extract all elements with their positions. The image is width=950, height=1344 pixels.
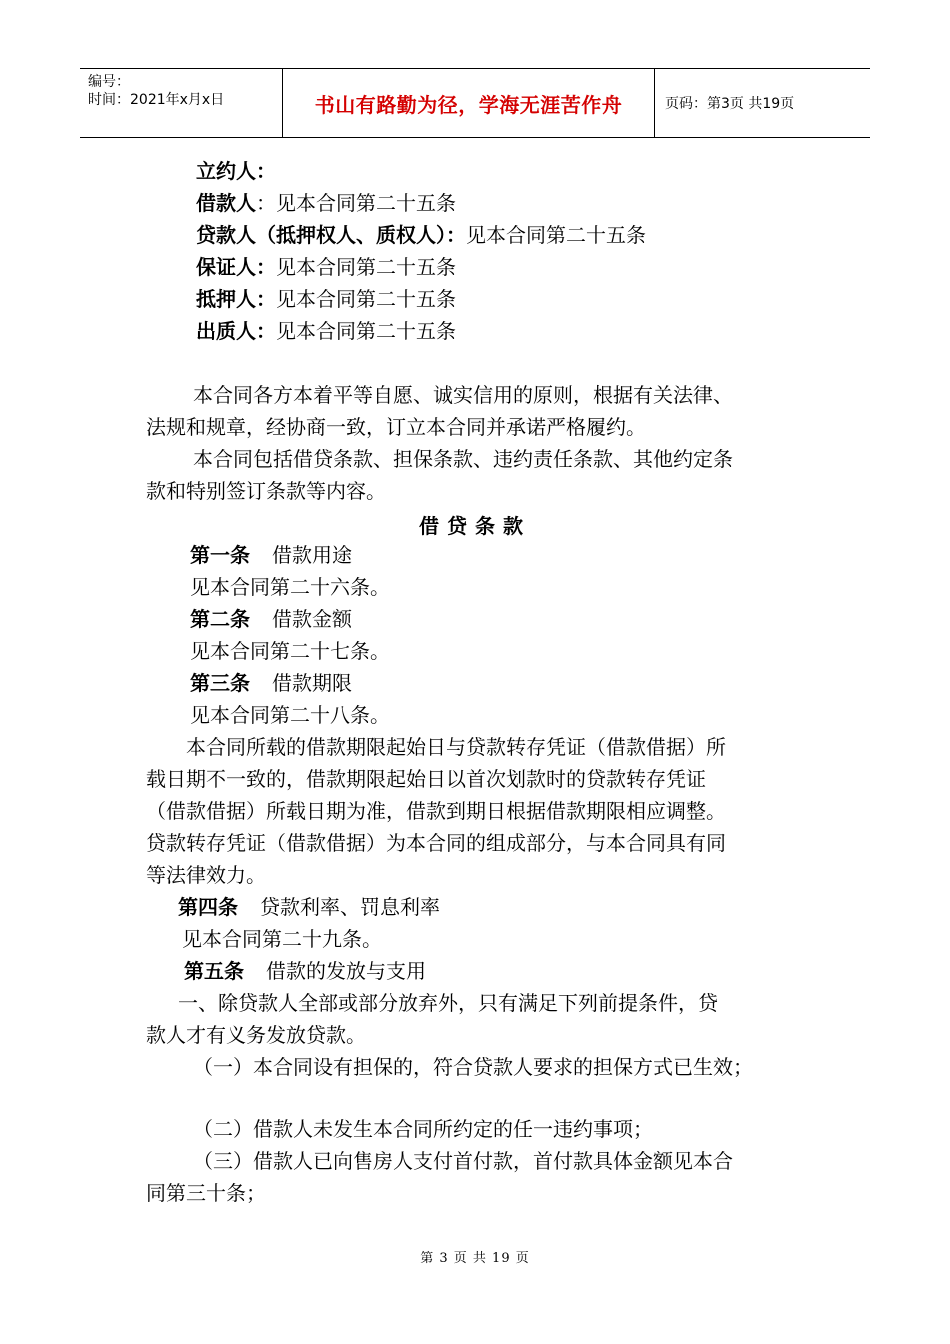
article-3-para-line2: 载日期不一致的，借款期限起始日以首次划款时的贷款转存凭证 — [146, 767, 706, 791]
header-table — [80, 68, 870, 138]
article-2-text: 见本合同第二十七条。 — [190, 639, 390, 663]
lender-label: 贷款人（抵押权人、质权人）： — [196, 223, 466, 247]
header-page-cell — [655, 69, 870, 137]
article-5-title: 借款的发放与支用 — [266, 959, 426, 983]
mortgagor-label: 抵押人： — [196, 287, 276, 311]
party-borrower — [196, 190, 456, 216]
borrower-label: 借款人 — [196, 191, 256, 215]
article-1-title: 借款用途 — [272, 543, 352, 567]
article-1-label: 第一条 — [190, 543, 250, 567]
intro-p2-line2: 款和特别签订条款等内容。 — [146, 479, 386, 503]
article-4-label: 第四条 — [178, 895, 238, 919]
header-page-label: 页码：第3页 共19页 — [665, 96, 795, 112]
pledgor-label: 出质人： — [196, 319, 276, 343]
borrower-value: ：见本合同第二十五条 — [256, 191, 456, 215]
parties-title: 立约人： — [196, 159, 276, 183]
article-1-heading — [190, 542, 352, 568]
header-meta — [80, 69, 282, 137]
document-number-label: 编号： — [88, 74, 130, 90]
article-3-para-line1: 本合同所载的借款期限起始日与贷款转存凭证（借款借据）所 — [186, 735, 726, 759]
page-footer: 第 3 页 共 19 页 — [420, 1251, 530, 1266]
article-3-title: 借款期限 — [272, 671, 352, 695]
article-5-item-3-line1: （三）借款人已向售房人支付首付款，首付款具体金额见本合 — [193, 1149, 733, 1173]
article-2-heading — [190, 606, 352, 632]
article-4-text: 见本合同第二十九条。 — [182, 927, 382, 951]
party-guarantor — [196, 254, 456, 280]
article-5-label: 第五条 — [184, 959, 244, 983]
guarantor-value: 见本合同第二十五条 — [276, 255, 456, 279]
intro-p1-line2: 法规和规章，经协商一致，订立本合同并承诺严格履约。 — [146, 415, 646, 439]
article-5-para-line1: 一、除贷款人全部或部分放弃外，只有满足下列前提条件，贷 — [178, 991, 718, 1015]
mortgagor-value: 见本合同第二十五条 — [276, 287, 456, 311]
article-4-title: 贷款利率、罚息利率 — [260, 895, 440, 919]
pledgor-value: 见本合同第二十五条 — [276, 319, 456, 343]
intro-p1-line1: 本合同各方本着平等自愿、诚实信用的原则，根据有关法律、 — [193, 383, 733, 407]
article-3-label: 第三条 — [190, 671, 250, 695]
document-time-label: 时间：2021年x月x日 — [88, 92, 225, 108]
article-3-para-line3: （借款借据）所载日期为准，借款到期日根据借款期限相应调整。 — [146, 799, 726, 823]
article-5-item-2: （二）借款人未发生本合同所约定的任一违约事项； — [193, 1117, 653, 1141]
article-1-text: 见本合同第二十六条。 — [190, 575, 390, 599]
intro-p2-line1: 本合同包括借贷条款、担保条款、违约责任条款、其他约定条 — [193, 447, 733, 471]
guarantor-label: 保证人： — [196, 255, 276, 279]
article-3-para-line4: 贷款转存凭证（借款借据）为本合同的组成部分，与本合同具有同 — [146, 831, 726, 855]
lender-value: 见本合同第二十五条 — [466, 223, 646, 247]
party-mortgagor — [196, 286, 456, 312]
header-motto: 书山有路勤为径，学海无涯苦作舟 — [314, 92, 623, 117]
article-3-text: 见本合同第二十八条。 — [190, 703, 390, 727]
article-2-label: 第二条 — [190, 607, 250, 631]
article-5-item-3-line2: 同第三十条； — [146, 1181, 266, 1205]
party-lender — [196, 222, 646, 248]
article-3-para-line5: 等法律效力。 — [146, 863, 266, 887]
article-3-heading — [190, 670, 352, 696]
article-4-heading — [178, 894, 440, 920]
header-motto-cell — [282, 69, 655, 137]
article-5-para-line2: 款人才有义务发放贷款。 — [146, 1023, 366, 1047]
section-title: 借贷条款 — [419, 514, 531, 538]
article-2-title: 借款金额 — [272, 607, 352, 631]
article-5-heading — [184, 958, 426, 984]
party-pledgor — [196, 318, 456, 344]
article-5-item-1: （一）本合同设有担保的，符合贷款人要求的担保方式已生效； — [193, 1055, 753, 1079]
